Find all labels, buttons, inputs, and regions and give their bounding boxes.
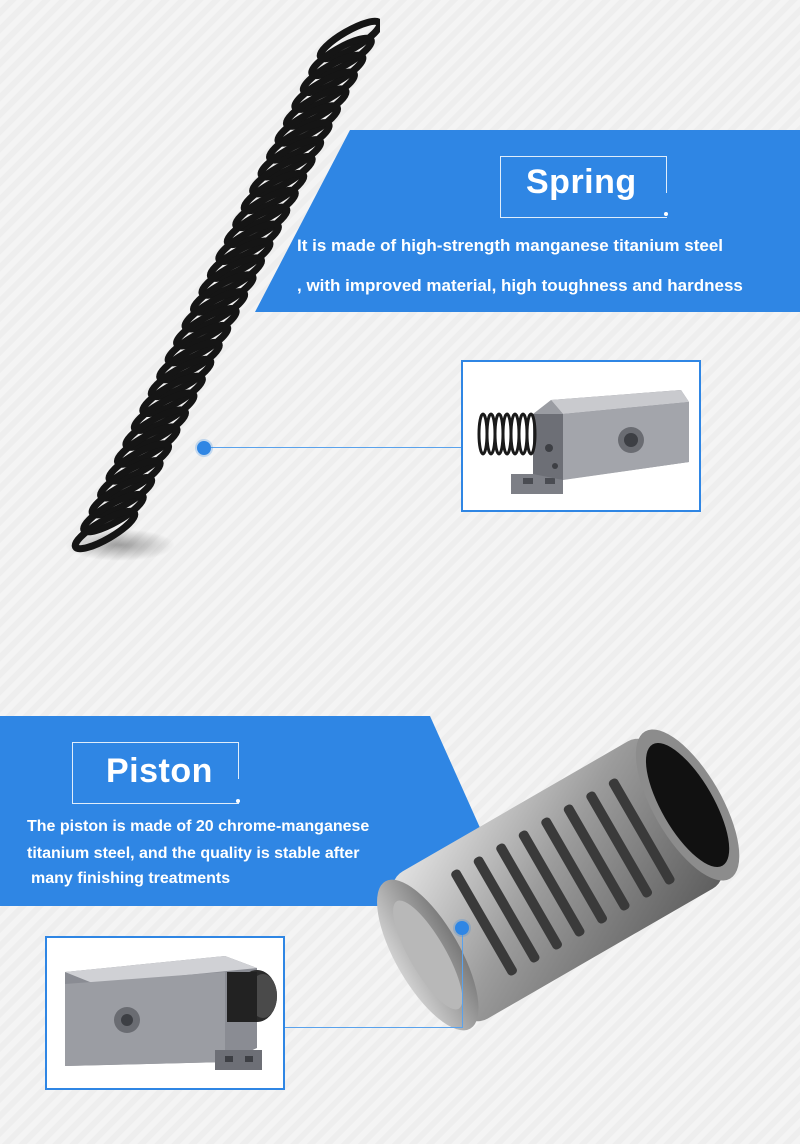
piston-description-line2: titanium steel, and the quality is stable after	[27, 845, 360, 862]
piston-connector-dot	[455, 921, 469, 935]
spring-description-line1: It is made of high-strength manganese titanium steel	[297, 236, 724, 255]
spring-connector-dot	[197, 441, 211, 455]
piston-description-line3: many finishing treatments	[31, 870, 231, 887]
piston-description-line1: The piston is made of 20 chrome-manganese	[27, 818, 370, 835]
door-closer-piston-illustration	[47, 938, 283, 1088]
spring-connector-line	[210, 447, 462, 448]
piston-product-photo	[45, 936, 285, 1090]
door-closer-spring-illustration	[463, 362, 699, 510]
piston-title-dot	[236, 799, 240, 803]
piston-connector-vertical	[462, 928, 463, 1028]
piston-connector-horizontal	[282, 1027, 463, 1028]
piston-title: Piston	[106, 752, 213, 790]
piston-image	[375, 680, 775, 1060]
spring-title-dot	[664, 212, 668, 216]
spring-description-line2: , with improved material, high toughness and hardness	[297, 276, 743, 295]
spring-product-photo	[461, 360, 701, 512]
spring-title: Spring	[526, 163, 637, 201]
